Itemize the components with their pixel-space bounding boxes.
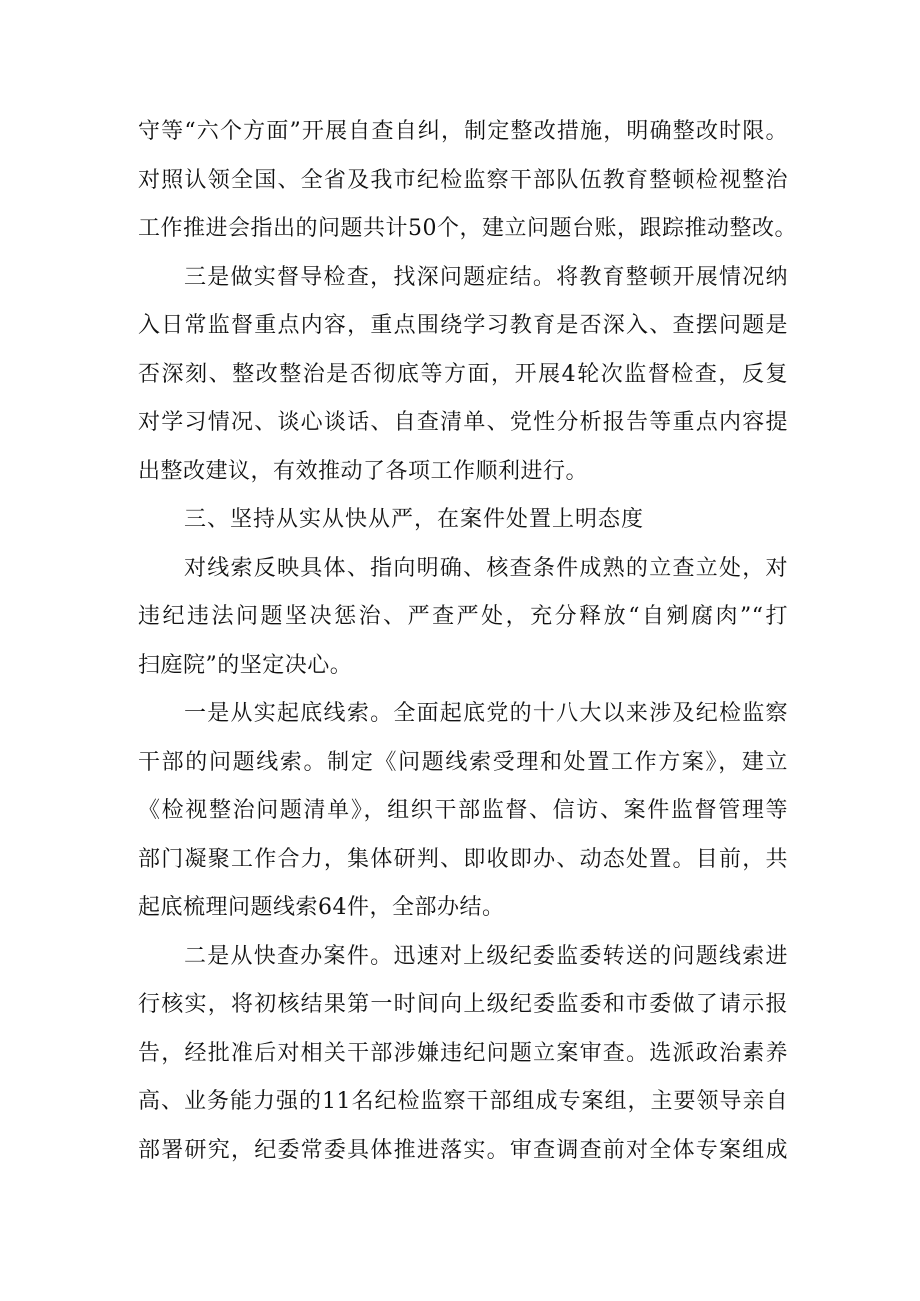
text-line: 对学习情况、谈心谈话、自查清单、党性分析报告等重点内容提 [138, 410, 788, 435]
text-line: 行核实，将初核结果第一时间向上级纪委监委和市委做了请示报 [138, 992, 788, 1017]
text-line: 告，经批准后对相关干部涉嫌违纪问题立案审查。选派政治素养 [138, 1040, 788, 1066]
text-line: 《检视整治问题清单》，组织干部监督、信访、案件监督管理等 [138, 798, 788, 823]
paragraph-start-line: 一是从实起底线索。全面起底党的十八大以来涉及纪检监察 [184, 701, 788, 726]
paragraph-start-line: 对线索反映具体、指向明确、核查条件成熟的立查立处，对 [184, 555, 788, 581]
document-body [138, 108, 797, 1175]
text-line: 部署研究，纪委常委具体推进落实。审查调查前对全体专案组成 [138, 1137, 788, 1163]
text-line: 守等“六个方面”开展自查自纠，制定整改措施，明确整改时限。 [138, 119, 788, 144]
text-line: 入日常监督重点内容，重点围绕学习教育是否深入、查摆问题是 [138, 313, 788, 338]
text-line: 部门凝聚工作合力，集体研判、即收即办、动态处置。目前，共 [138, 846, 788, 872]
text-line: 否深刻、整改整治是否彻底等方面，开展4轮次监督检查，反复 [138, 361, 788, 387]
paragraph-end-line: 扫庭院”的坚定决心。 [138, 652, 353, 678]
text-line: 工作推进会指出的问题共计50个，建立问题台账，跟踪推动整改。 [138, 216, 797, 241]
paragraph-end-line: 起底梳理问题线索64件，全部办结。 [138, 895, 505, 920]
text-line: 高、业务能力强的11名纪检监察干部组成专案组，主要领导亲自 [138, 1089, 788, 1114]
section-heading: 三、坚持从实从快从严，在案件处置上明态度 [184, 507, 645, 532]
paragraph-start-line: 二是从快查办案件。迅速对上级纪委监委转送的问题线索进 [184, 943, 788, 969]
text-line: 违纪违法问题坚决惩治、严查严处，充分释放“自剜腐肉”“打 [138, 604, 788, 629]
paragraph-end-line: 出整改建议，有效推动了各项工作顺利进行。 [138, 458, 589, 484]
paragraph-start-line: 三是做实督导检查，找深问题症结。将教育整顿开展情况纳 [184, 264, 788, 290]
text-line: 对照认领全国、全省及我市纪检监察干部队伍教育整顿检视整治 [138, 167, 788, 193]
text-line: 干部的问题线索。制定《问题线索受理和处置工作方案》，建立 [138, 749, 788, 775]
